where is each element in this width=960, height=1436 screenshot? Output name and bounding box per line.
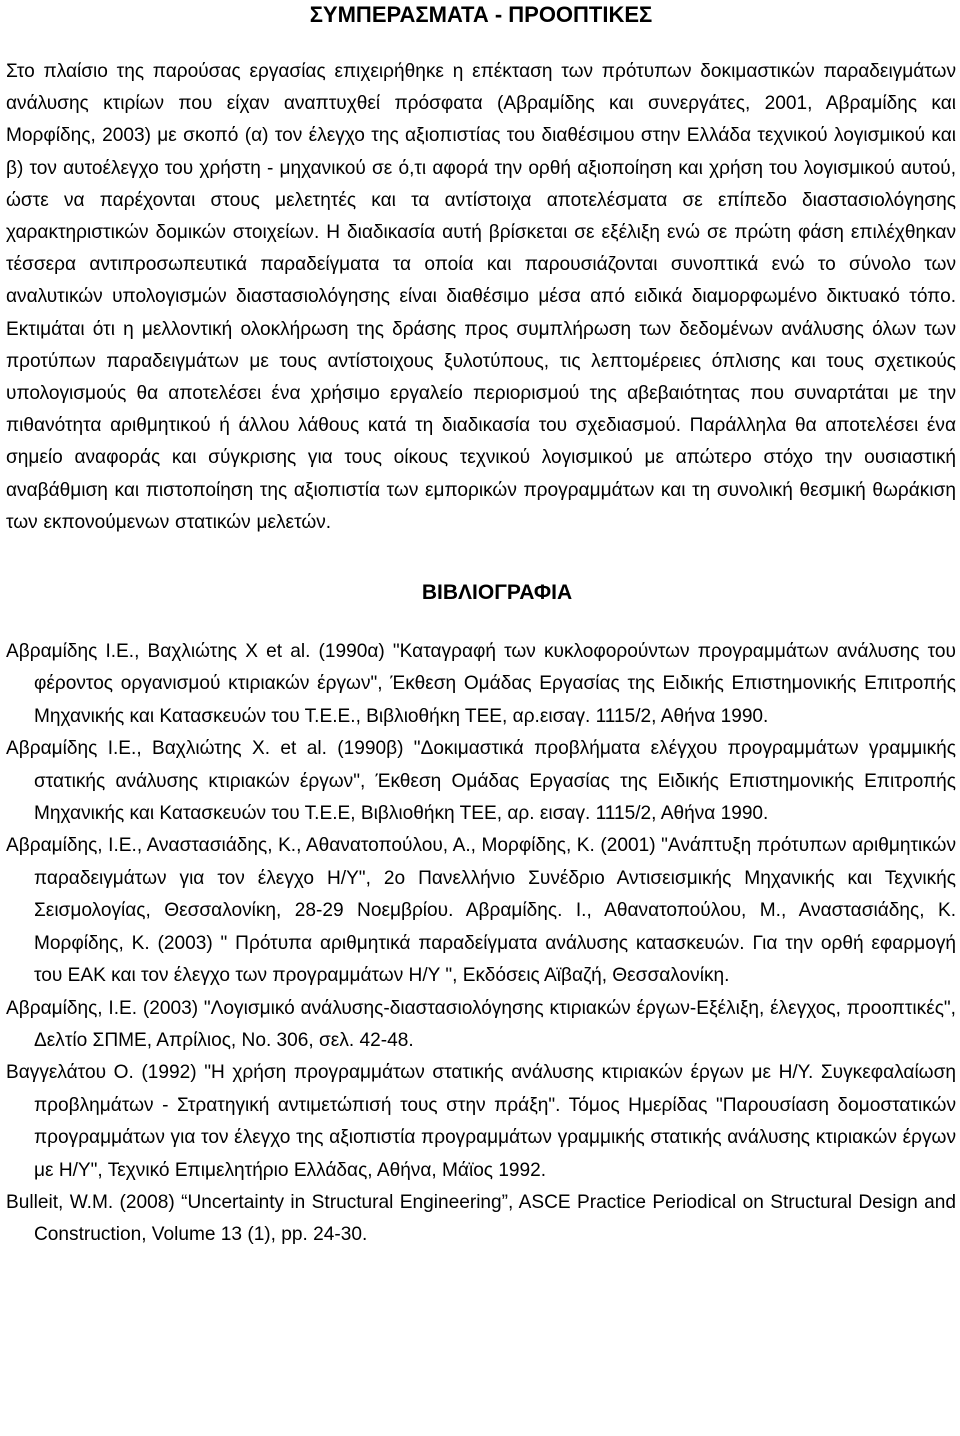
conclusions-title: ΣΥΜΠΕΡΑΣΜΑΤΑ - ΠΡΟΟΠΤΙΚΕΣ [309,2,653,27]
reference-item: Bulleit, W.M. (2008) “Uncertainty in Structural Engineering”, ASCE Practice Periodical on Structural Design and Construction, Volume 13 (1), pp. 24-30. [6,1191,956,1246]
reference-item: Βαγγελάτου Ο. (1992) "Η χρήση προγραμμάτων στατικής ανάλυσης κτιριακών έργων με Η/Υ. Συγκεφαλαίωση προβλημάτων - Στρατηγική αντιμετώπισή τους στην πράξη". Τόμος Ημερίδας "Παρουσίαση δομοστατικών προγραμμάτων για τον έλεγχο της αξιοπιστία προγραμμάτων γραμμικής στατικής ανάλυσης κτιριακών έργων με Η/Υ", Τεχνικό Επιμελητήριο Ελλάδας, Αθήνα, Μάϊος 1992. [6,1062,956,1181]
bibliography-title: ΒΙΒΛΙΟΓΡΑΦΙΑ [421,581,573,605]
conclusions-paragraph: Στο πλαίσιο της παρούσας εργασίας επιχειρήθηκε η επέκταση των πρότυπων δοκιμαστικών παραδειγμάτων ανάλυσης κτιρίων που είχαν αναπτυχθεί πρόσφατα (Αβραμίδης και συνεργάτες, 2001, Αβραμίδης και Μορφίδης, 2003) με σκοπό (α) τον έλεγχο της αξιοπιστίας του διαθέσιμου στην Ελλάδα τεχνικού λογισμικού και β) τον αυτοέλεγχο του χρήστη - μηχανικού σε ό,τι αφορά την ορθή αξιοποίηση και χρήση του λογισμικού αυτού, ώστε να παρέχονται στους μελετητές και τα αντίστοιχα αποτελέσματα σε επίπεδο διαστασιολόγησης χαρακτηριστικών δομικών στοιχείων. Η διαδικασία αυτή βρίσκεται σε εξέλιξη ενώ σε πρώτη φάση επιλέχθηκαν τέσσερα αντιπροσωπευτικά παραδείγματα τα οποία και παρουσιάζονται συνοπτικά ενώ το σύνολο των αναλυτικών υπολογισμών διαστασιολόγησης είναι διαθέσιμο μέσα από ειδικά διαμορφωμένο δικτυακό τόπο. Εκτιμάται ότι η μελλοντική ολοκλήρωση της δράσης προς συμπλήρωση των δεδομένων ανάλυσης όλων των προτύπων παραδειγμάτων με τους αντίστοιχους ξυλοτύπους, τις λεπτομέρειες όπλισης και τους σχετικούς υπολογισμούς θα αποτελέσει ένα χρήσιμο εργαλείο περιορισμού της αβεβαιότητας που συναρτάται με την πιθανότητα αριθμητικού ή άλλου λάθους κατά τη διαδικασία του σχεδιασμού. Παράλληλα θα αποτελέσει ένα σημείο αναφοράς και σύγκρισης για τους οίκους τεχνικού λογισμικού με απώτερο στόχο την ουσιαστική αναβάθμιση και πιστοποίηση της αξιοπιστία των εμπορικών προγραμμάτων και τη συνολική θεσμική θωράκιση των εκπονούμενων στατικών μελετών. [6,61,956,533]
reference-list [6,636,956,1252]
document-page [6,0,956,1252]
reference-item: Αβραμίδης, Ι.Ε. (2003) "Λογισμικό ανάλυσης-διαστασιολόγησης κτιριακών έργων-Εξέλιξη, έλεγχος, προοπτικές", Δελτίο ΣΠΜΕ, Απρίλιος, Νο. 306, σελ. 42-48. [6,997,956,1051]
reference-item: Αβραμίδης Ι.Ε., Βαχλιώτης Χ. et al. (1990β) "Δοκιμαστικά προβλήματα ελέγχου προγραμμάτων γραμμικής στατικής ανάλυσης κτιριακών έργων", Έκθεση Ομάδας Εργασίας της Ειδικής Επιστημονικής Επιτροπής Μηχανικής και Κατασκευών του Τ.Ε.Ε, Βιβλιοθήκη ΤΕΕ, αρ. εισαγ. 1115/2, Αθήνα 1990. [6,738,956,825]
reference-item: Αβραμίδης Ι.Ε., Βαχλιώτης Χ et al. (1990α) "Καταγραφή των κυκλοφορούντων προγραμμάτων ανάλυσης του φέροντος οργανισμού κτιριακών έργων", Έκθεση Ομάδας Εργασίας της Ειδικής Επιστημονικής Επιτροπής Μηχανικής και Κατασκευών του Τ.Ε.Ε., Βιβλιοθήκη ΤΕΕ, αρ.εισαγ. 1115/2, Αθήνα 1990. [6,641,956,727]
reference-item: Αβραμίδης, Ι.Ε., Αναστασιάδης, Κ., Αθανατοπούλου, Α., Μορφίδης, Κ. (2001) "Ανάπτυξη πρότυπων αριθμητικών παραδειγμάτων για τον έλεγχο Η/Υ", 2ο Πανελλήνιο Συνέδριο Αντισεισμικής Μηχανικής και Τεχνικής Σεισμολογίας, Θεσσαλονίκη, 28-29 Νοεμβρίου. Αβραμίδης. Ι., Αθανατοπούλου, Μ., Αναστασιάδης, Κ. Μορφίδης, Κ. (2003) " Πρότυπα αριθμητικά παραδείγματα ανάλυσης κατασκευών. Για την ορθή εφαρμογή του ΕΑΚ και τον έλεγχο των προγραμμάτων Η/Υ ", Εκδόσεις Αϊβαζή, Θεσσαλονίκη. [6,835,956,987]
